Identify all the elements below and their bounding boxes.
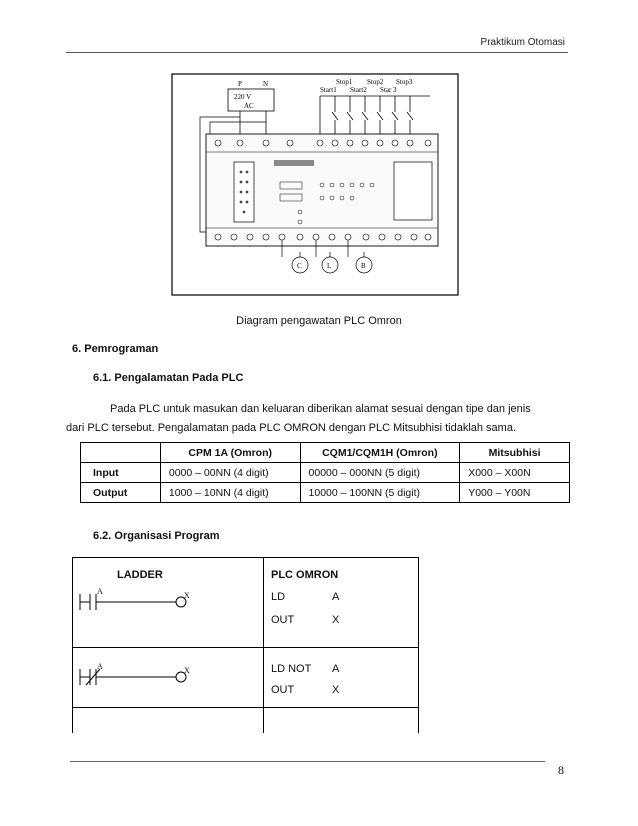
table-row <box>81 463 570 483</box>
operand: A <box>332 663 340 675</box>
footer-divider <box>70 761 545 762</box>
load-label-b: B <box>361 262 366 270</box>
table-cell: X000 – X00N <box>460 463 570 483</box>
load-label-l: L <box>327 262 332 270</box>
contact-label: A <box>97 662 103 671</box>
contact-label: A <box>97 587 103 596</box>
row-label-output: Output <box>81 483 161 503</box>
table-cell: Y000 – Y00N <box>460 483 570 503</box>
header-cell-blank <box>81 443 161 463</box>
label-start1: Start1 <box>320 86 337 94</box>
label-stop3: Stop3 <box>396 78 413 86</box>
coil-label: X <box>184 666 190 675</box>
paragraph-line-1: Pada PLC untuk masukan dan keluaran diberikan alamat sesuai dengan tipe dan jenis <box>110 403 531 415</box>
label-stop2: Stop2 <box>367 78 384 86</box>
label-stop1: Stop1 <box>336 78 353 86</box>
operand: X <box>332 684 340 696</box>
col-header-plc-omron: PLC OMRON <box>271 569 339 581</box>
header-cell-cpm1a: CPM 1A (Omron) <box>160 443 300 463</box>
table-right-border <box>418 557 419 733</box>
section-6-2-heading: 6.2. Organisasi Program <box>93 530 220 542</box>
plc-wiring-diagram <box>170 72 460 297</box>
label-start2: Start2 <box>350 86 367 94</box>
running-header: Praktikum Otomasi <box>480 37 565 48</box>
switch-bank <box>332 96 413 136</box>
expansion-cover <box>394 162 432 220</box>
address-table-header <box>81 443 570 463</box>
header-cell-cqm1: CQM1/CQM1H (Omron) <box>300 443 460 463</box>
paragraph-line-2: dari PLC tersebut. Pengalamatan pada PLC OMRON dengan PLC Mitsubhisi tidaklah sama. <box>66 422 517 434</box>
table-cell: 00000 – 000NN (5 digit) <box>300 463 460 483</box>
header-divider <box>66 52 568 53</box>
table-row <box>81 483 570 503</box>
operand: A <box>332 591 340 603</box>
instruction: LD <box>271 591 286 603</box>
col-header-ladder: LADDER <box>117 569 163 581</box>
instruction: OUT <box>271 684 295 696</box>
label-ac: AC <box>244 102 254 110</box>
figure-caption: Diagram pengawatan PLC Omron <box>236 315 402 327</box>
section-6-heading: 6. Pemrograman <box>72 343 159 355</box>
load-label-c: C <box>297 262 302 270</box>
instruction: OUT <box>271 614 295 626</box>
ladder-column <box>72 557 264 733</box>
nc-contact-rung <box>78 664 198 690</box>
label-voltage: 220 V <box>234 93 252 101</box>
operand: X <box>332 614 340 626</box>
address-table <box>80 442 570 503</box>
section-6-1-heading: 6.1. Pengalamatan Pada PLC <box>93 372 244 384</box>
label-n: N <box>263 80 269 88</box>
coil-label: X <box>184 591 190 600</box>
instruction: LD NOT <box>271 663 312 675</box>
table-cell: 1000 – 10NN (4 digit) <box>160 483 300 503</box>
table-cell: 0000 – 00NN (4 digit) <box>160 463 300 483</box>
no-contact-rung <box>78 589 198 615</box>
page-number: 8 <box>558 763 564 777</box>
label-star3: Star 3 <box>380 86 397 94</box>
table-cell: 10000 – 100NN (5 digit) <box>300 483 460 503</box>
label-p: P <box>238 80 242 88</box>
program-table <box>72 557 418 733</box>
header-cell-mitsubhisi: Mitsubhisi <box>460 443 570 463</box>
row-label-input: Input <box>81 463 161 483</box>
